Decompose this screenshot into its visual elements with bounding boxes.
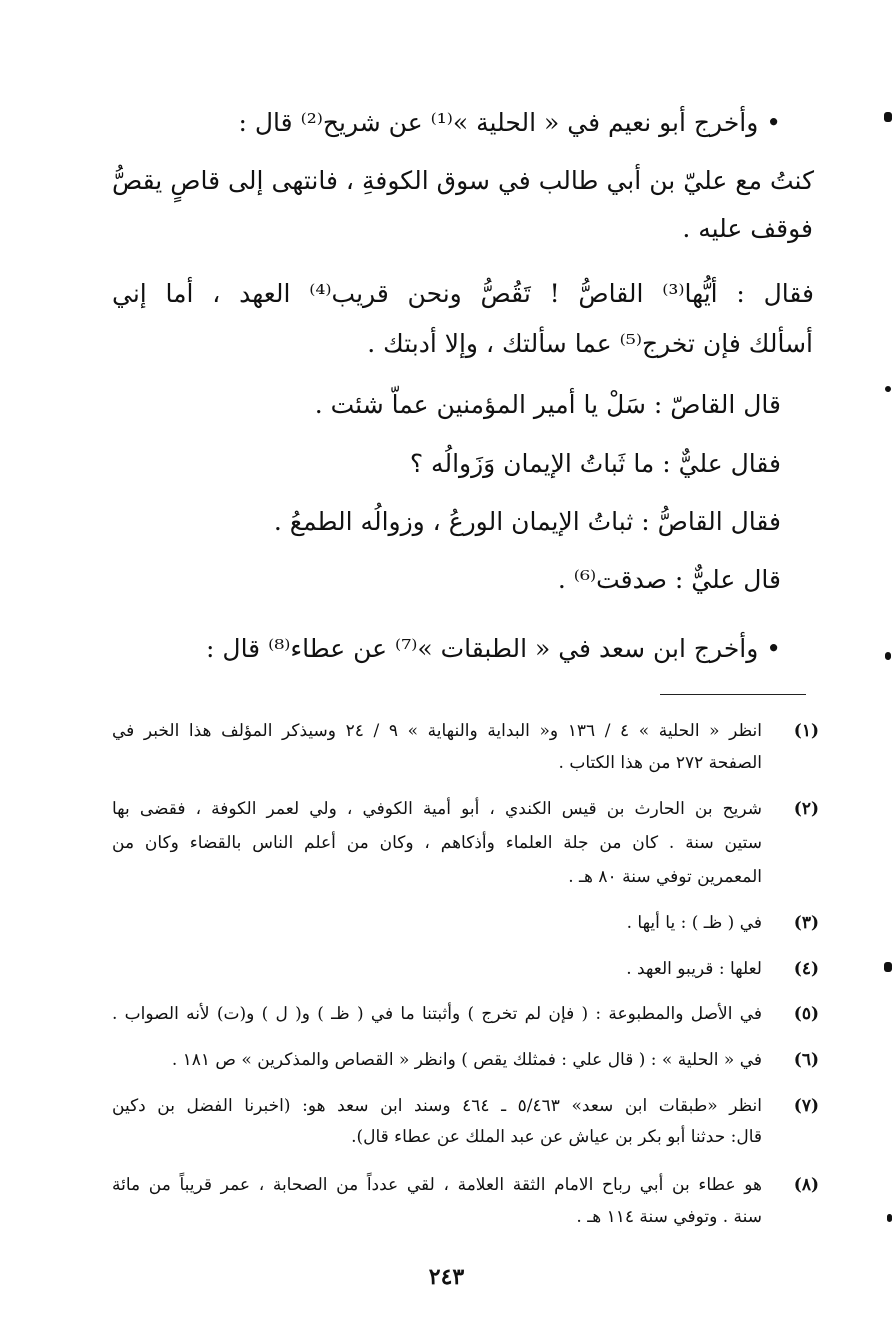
footnote-number: (٥) <box>793 1004 819 1024</box>
footnote-number: (٤) <box>793 959 819 979</box>
footnote-2-line-1: شريح بن الحارث بن قيس الكندي ، أبو أمية الكوفي ، ولي لعمر الكوفة ، فقضى بها <box>112 799 762 819</box>
text-line-4: فقال : أيُّها⁽³⁾ القاصُّ ! تَقُصُّ ونحن قريب⁽⁴⁾ العهد ، أما إني <box>112 279 814 308</box>
footnote-2-line-2: ستين سنة . كان من جلة العلماء وأذكاهم ، وكان من أعلم الناس بالقضاء وكان من <box>112 833 762 853</box>
text-line-1: • وأخرج أبو نعيم في « الحلية »⁽¹⁾ عن شريح⁽²⁾ قال : <box>238 108 781 137</box>
scan-mark <box>885 386 891 392</box>
text-line-7: فقال عليٌّ : ما ثَباتُ الإيمان وَزَوالُه ؟ <box>409 449 781 478</box>
footnote-6-line-1: في « الحلية » : ( قال علي : فمثلك يقص ) وانظر « القصاص والمذكرين » ص ١٨١ . <box>171 1050 762 1070</box>
text-line-6: قال القاصّ : سَلْ يا أمير المؤمنين عماّ شئت . <box>314 390 781 419</box>
text-line-9: قال عليٌّ : صدقت⁽⁶⁾ . <box>557 565 781 594</box>
footnote-number: (٢) <box>793 799 819 819</box>
footnote-7-line-2: قال: حدثنا أبو بكر بن عياش عن عبد الملك عن عطاء قال). <box>351 1127 762 1147</box>
footnote-4-line-1: لعلها : قريبو العهد . <box>626 959 762 979</box>
scan-mark <box>884 112 892 122</box>
footnote-8-line-2: سنة . وتوفي سنة ١١٤ هـ . <box>576 1207 762 1227</box>
text-line-10: • وأخرج ابن سعد في « الطبقات »⁽⁷⁾ عن عطاء⁽⁸⁾ قال : <box>206 634 781 663</box>
footnote-number: (١) <box>793 721 819 741</box>
footnote-number: (٧) <box>793 1096 819 1116</box>
text-line-8: فقال القاصُّ : ثباتُ الإيمان الورعُ ، وزوالُه الطمعُ . <box>273 507 781 536</box>
scan-mark <box>887 1214 892 1222</box>
scan-mark <box>885 652 891 660</box>
footnote-number: (٣) <box>793 913 819 933</box>
page-number: ٢٤٣ <box>428 1264 465 1290</box>
footnote-8-line-1: هو عطاء بن أبي رباح الامام الثقة العلامة ، لقي عدداً من الصحابة ، عمر قريباً من مائة <box>112 1175 762 1195</box>
scan-mark <box>884 962 892 972</box>
footnote-3-line-1: في ( ظـ ) : يا أيها . <box>626 913 762 933</box>
footnote-1-line-1: انظر « الحلية » ٤ / ١٣٦ و« البداية والنهاية » ٩ / ٢٤ وسيذكر المؤلف هذا الخبر في <box>112 721 762 741</box>
footnote-1-line-2: الصفحة ٢٧٢ من هذا الكتاب . <box>558 753 762 773</box>
footnote-number: (٨) <box>793 1175 819 1195</box>
footnote-7-line-1: انظر «طبقات ابن سعد» ٥/٤٦٣ ـ ٤٦٤ وسند ابن سعد هو: (اخبرنا الفضل بن دكين <box>112 1096 762 1116</box>
text-line-3: فوقف عليه . <box>682 214 813 243</box>
footnote-5-line-1: في الأصل والمطبوعة : ( فإن لم تخرج ) وأثبتنا ما في ( ظـ ) و( ل ) و(ت) لأنه الصواب . <box>112 1004 762 1024</box>
text-line-2: كنتُ مع عليّ بن أبي طالب في سوق الكوفةِ ، فانتهى إلى قاصٍ يقصُّ <box>112 166 814 195</box>
text-line-5: أسألك فإن تخرج⁽⁵⁾ عما سألتك ، وإلا أدبتك . <box>367 329 813 358</box>
footnote-2-line-3: المعمرين توفي سنة ٨٠ هـ . <box>568 867 762 887</box>
footnote-separator <box>660 694 806 695</box>
footnote-number: (٦) <box>793 1050 819 1070</box>
